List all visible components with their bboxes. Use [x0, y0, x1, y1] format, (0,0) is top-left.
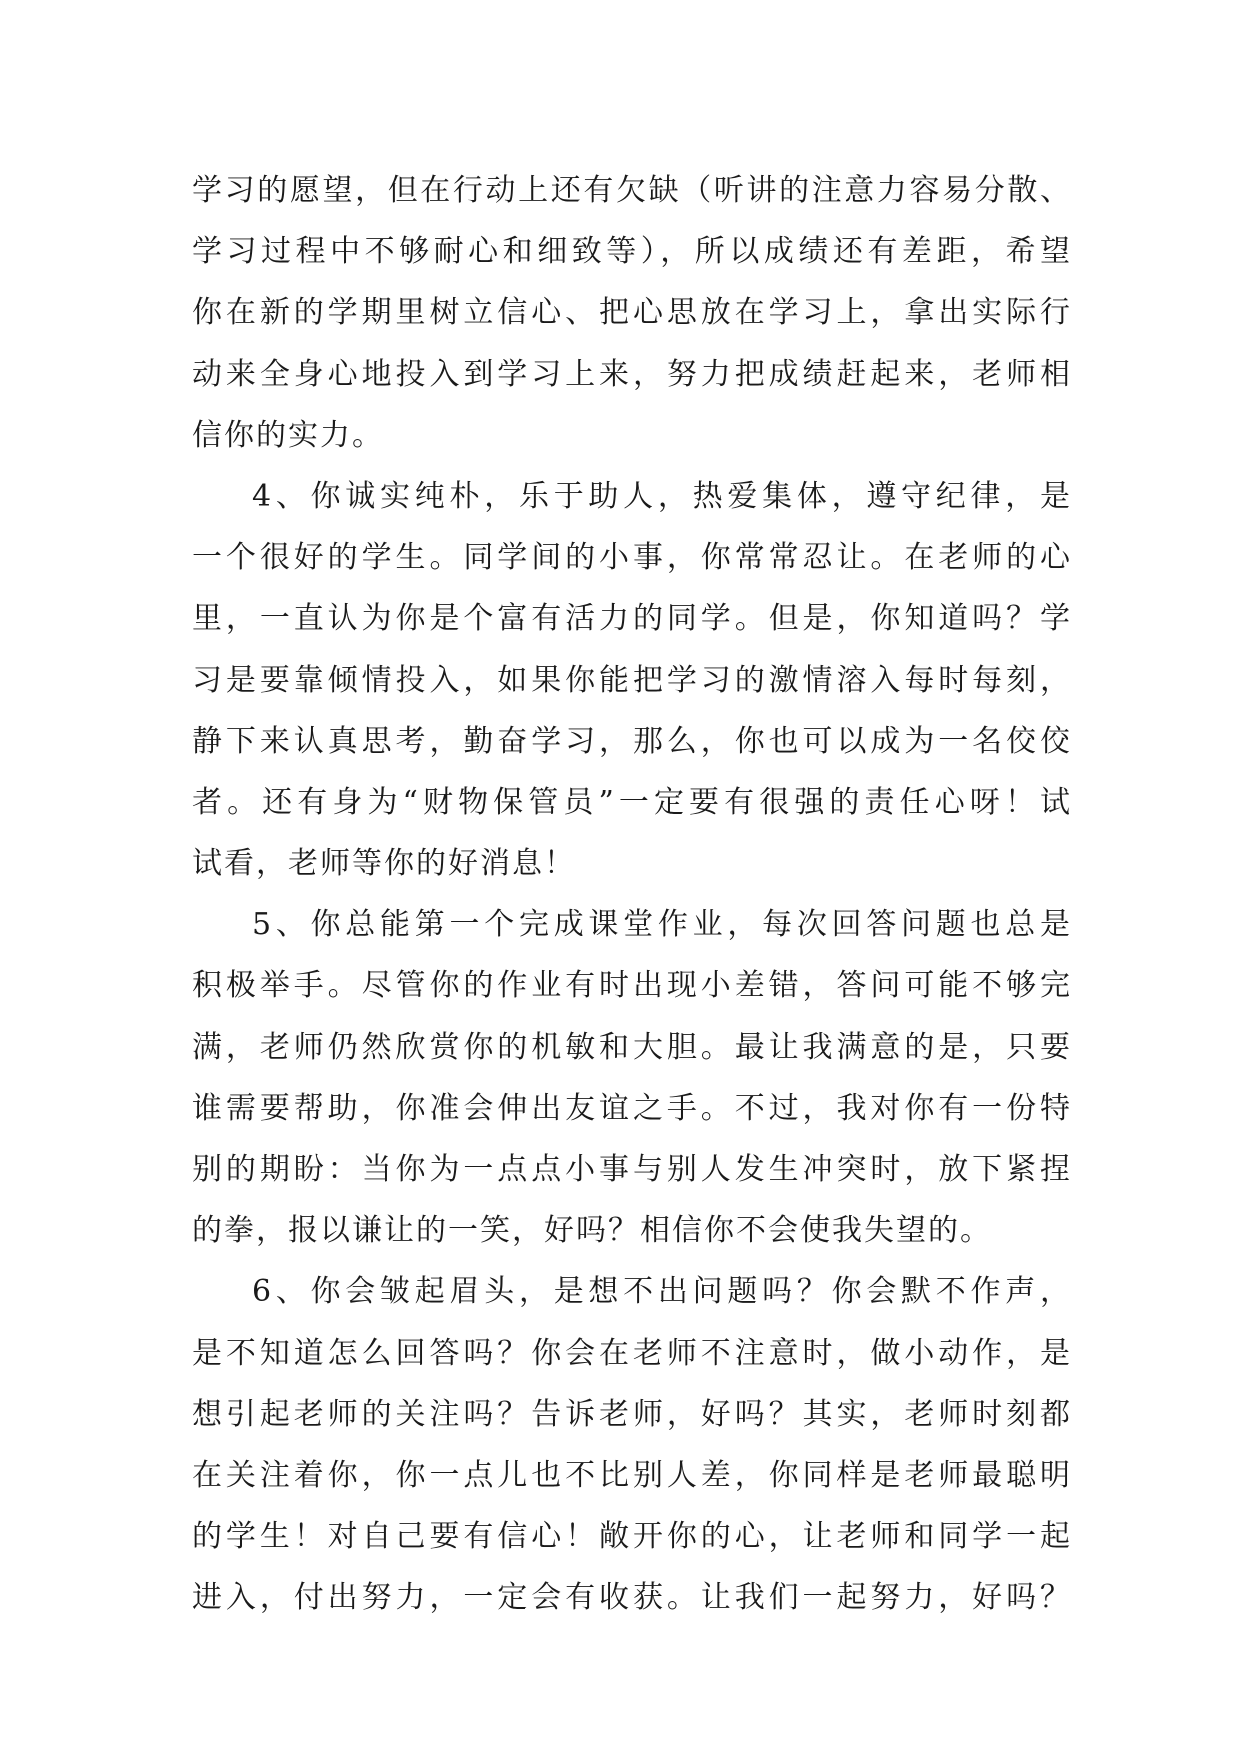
text-line: 动来全身心地投入到学习上来，努力把成绩赶起来，老师相 — [192, 356, 1072, 392]
text-line: 6、你会皱起眉头，是想不出问题吗？你会默不作声， — [252, 1274, 1072, 1310]
paragraph-continuation — [192, 160, 1072, 466]
paragraph-4 — [192, 466, 1072, 894]
text-line: 4、你诚实纯朴，乐于助人，热爱集体，遵守纪律，是 — [252, 478, 1072, 514]
text-line: 学习过程中不够耐心和细致等），所以成绩还有差距，希望 — [192, 234, 1072, 270]
document-body — [192, 160, 1072, 1629]
text-line: 你在新的学期里树立信心、把心思放在学习上，拿出实际行 — [192, 295, 1072, 331]
text-line: 别的期盼：当你为一点点小事与别人发生冲突时，放下紧捏 — [192, 1152, 1072, 1187]
text-line: 积极举手。尽管你的作业有时出现小差错，答问可能不够完 — [192, 968, 1072, 1004]
text-line: 习是要靠倾情投入，如果你能把学习的激情溶入每时每刻， — [192, 662, 1072, 698]
text-line: 的学生！对自己要有信心！敞开你的心，让老师和同学一起 — [192, 1519, 1072, 1555]
text-line: 者。还有身为“财物保管员”一定要有很强的责任心呀！试 — [192, 784, 1072, 820]
paragraph-6 — [192, 1261, 1072, 1628]
text-line: 学习的愿望，但在行动上还有欠缺（听讲的注意力容易分散、 — [192, 173, 1072, 208]
text-line: 试看，老师等你的好消息！ — [192, 846, 576, 882]
text-line: 满，老师仍然欣赏你的机敏和大胆。最让我满意的是，只要 — [192, 1029, 1072, 1065]
paragraph-5 — [192, 894, 1072, 1261]
text-line: 进入，付出努力，一定会有收获。让我们一起努力，好吗？ — [192, 1580, 1072, 1616]
text-line: 静下来认真思考，勤奋学习，那么，你也可以成为一名佼佼 — [192, 723, 1072, 759]
text-line: 信你的实力。 — [192, 417, 384, 453]
text-line: 在关注着你，你一点儿也不比别人差，你同样是老师最聪明 — [192, 1457, 1072, 1493]
text-line: 5、你总能第一个完成课堂作业，每次回答问题也总是 — [252, 907, 1072, 943]
text-line: 的拳，报以谦让的一笑，好吗？相信你不会使我失望的。 — [192, 1213, 992, 1249]
text-line: 里，一直认为你是个富有活力的同学。但是，你知道吗？学 — [192, 601, 1072, 637]
text-line: 想引起老师的关注吗？告诉老师，好吗？其实，老师时刻都 — [192, 1396, 1072, 1432]
text-line: 谁需要帮助，你准会伸出友谊之手。不过，我对你有一份特 — [192, 1090, 1072, 1126]
text-line: 一个很好的学生。同学间的小事，你常常忍让。在老师的心 — [192, 540, 1072, 576]
text-line: 是不知道怎么回答吗？你会在老师不注意时，做小动作，是 — [192, 1335, 1072, 1371]
